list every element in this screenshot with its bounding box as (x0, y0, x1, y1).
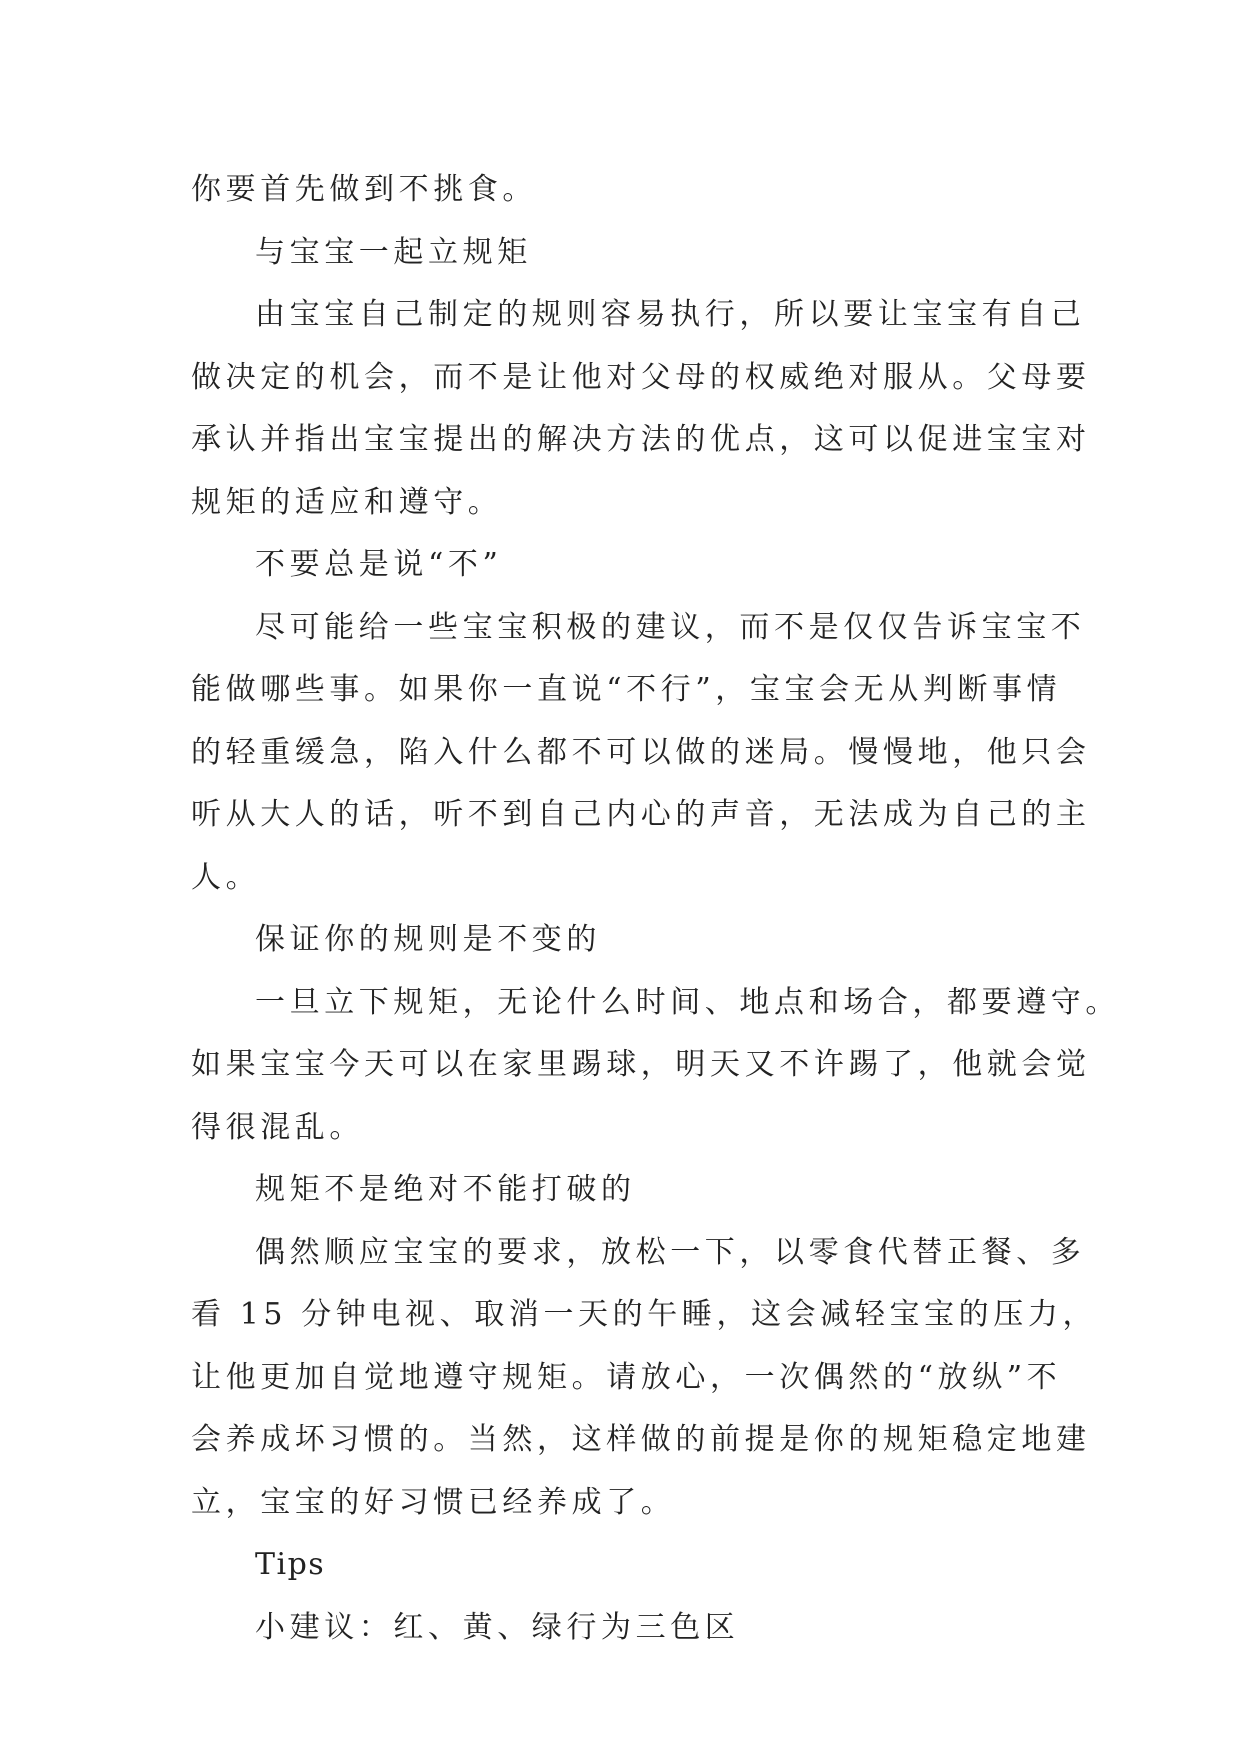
paragraph-line: 会养成坏习惯的。当然，这样做的前提是你的规矩稳定地建 (191, 1422, 1091, 1457)
tips-heading: Tips (255, 1547, 326, 1582)
paragraph-line: 做决定的机会，而不是让他对父母的权威绝对服从。父母要 (191, 359, 1091, 395)
section-heading: 小建议：红、黄、绿行为三色区 (255, 1609, 740, 1645)
paragraph-line: 的轻重缓急，陷入什么都不可以做的迷局。慢慢地，他只会 (191, 734, 1091, 770)
paragraph-line: 让他更加自觉地遵守规矩。请放心，一次偶然的“放纵”不 (191, 1359, 1062, 1395)
paragraph-line: 看 15 分钟电视、取消一天的午睡，这会减轻宝宝的压力， (191, 1297, 1098, 1332)
paragraph-line: 偶然顺应宝宝的要求，放松一下，以零食代替正餐、多 (255, 1234, 1086, 1270)
paragraph-line: 人。 (191, 859, 261, 895)
paragraph-line: 尽可能给一些宝宝积极的建议，而不是仅仅告诉宝宝不 (255, 609, 1086, 645)
section-heading: 保证你的规则是不变的 (255, 922, 601, 957)
section-heading: 与宝宝一起立规矩 (255, 234, 532, 270)
paragraph-line: 一旦立下规矩，无论什么时间、地点和场合，都要遵守。 (255, 984, 1120, 1020)
paragraph-line: 得很混乱。 (191, 1109, 364, 1145)
paragraph-line: 能做哪些事。如果你一直说“不行”，宝宝会无从判断事情 (191, 672, 1062, 707)
paragraph-line: 你要首先做到不挑食。 (191, 172, 537, 207)
document-body (191, 159, 1120, 1659)
paragraph-line: 规矩的适应和遵守。 (191, 484, 503, 520)
paragraph-line: 如果宝宝今天可以在家里踢球，明天又不许踢了，他就会觉 (191, 1047, 1091, 1082)
section-heading: 规矩不是绝对不能打破的 (255, 1172, 636, 1207)
section-heading: 不要总是说“不” (255, 547, 503, 582)
paragraph-line: 听从大人的话，听不到自己内心的声音，无法成为自己的主 (191, 797, 1091, 832)
paragraph-line: 由宝宝自己制定的规则容易执行，所以要让宝宝有自己 (255, 297, 1086, 332)
paragraph-line: 承认并指出宝宝提出的解决方法的优点，这可以促进宝宝对 (191, 422, 1091, 457)
paragraph-line: 立，宝宝的好习惯已经养成了。 (191, 1484, 676, 1520)
